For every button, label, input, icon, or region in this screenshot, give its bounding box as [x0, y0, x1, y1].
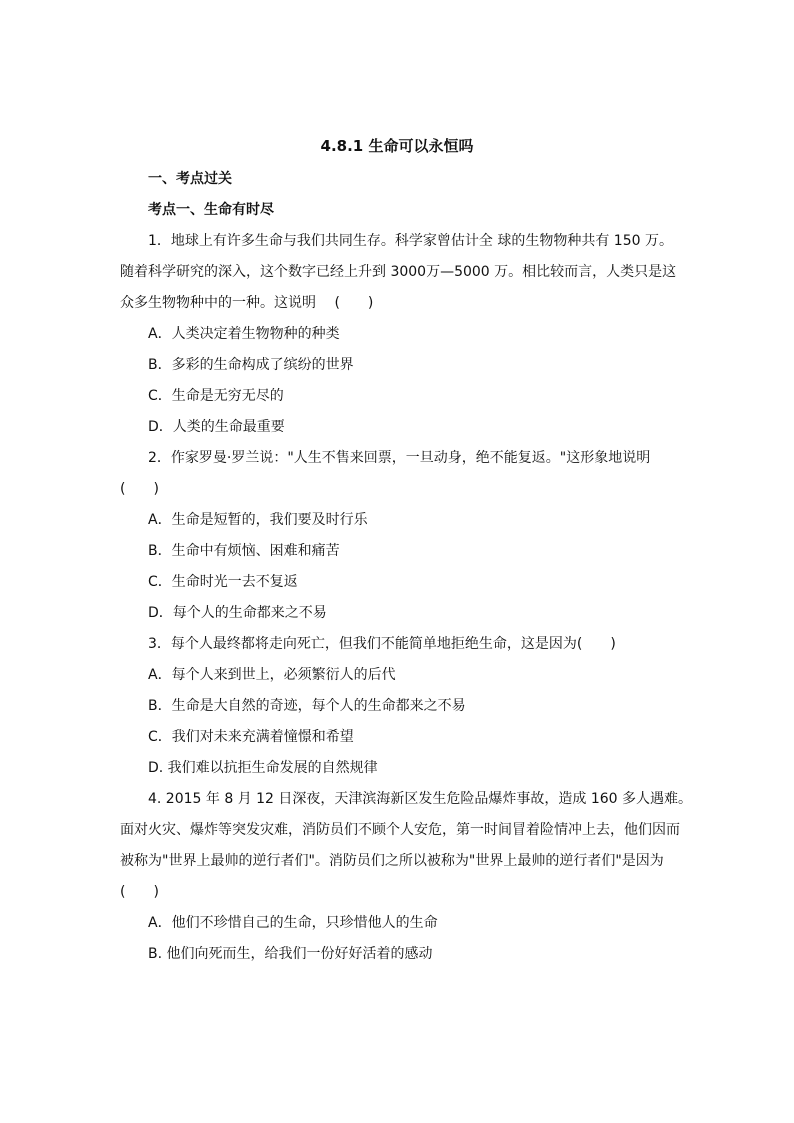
- question-3-option-d: D. 我们难以抗拒生命发展的自然规律: [148, 760, 378, 776]
- question-4-stem-line-3: 被称为"世界上最帅的逆行者们"。消防员们之所以被称为"世界上最帅的逆行者们"是因为: [120, 853, 664, 869]
- question-4-stem-line-2: 面对火灾、爆炸等突发灾难，消防员们不顾个人安危，第一时间冒着险情冲上去，他们因而: [120, 822, 680, 838]
- document-body: [120, 164, 693, 970]
- question-4-stem-line-1: 4. 2015 年 8 月 12 日深夜，天津滨海新区发生危险品爆炸事故，造成 160 多人遇难。: [148, 791, 693, 807]
- question-4-stem-line-4: ( ): [120, 884, 159, 900]
- question-2-stem-line-1: 2．作家罗曼·罗兰说："人生不售来回票，一旦动身，绝不能复返。"这形象地说明: [148, 450, 651, 466]
- question-2-stem-line-2: ( ): [120, 481, 159, 497]
- subsection-heading: 考点一、生命有时尽: [148, 202, 274, 218]
- question-1-option-b: B．多彩的生命构成了缤纷的世界: [148, 357, 354, 373]
- question-3-option-c: C．我们对未来充满着憧憬和希望: [148, 729, 354, 745]
- question-1-option-d: D．人类的生命最重要: [148, 419, 285, 435]
- question-2-option-b: B．生命中有烦恼、困难和痛苦: [148, 543, 340, 559]
- question-1-option-a: A．人类决定着生物物种的种类: [148, 326, 340, 342]
- question-1-stem-line-2: 随着科学研究的深入，这个数字已经上升到 3000万—5000 万。相比较而言，人类只是这: [120, 264, 677, 280]
- question-4-option-a: A．他们不珍惜自己的生命，只珍惜他人的生命: [148, 915, 438, 931]
- question-3-option-a: A．每个人来到世上，必须繁衍人的后代: [148, 667, 396, 683]
- question-1-stem-line-3: 众多生物物种中的一种。这说明 ( ): [120, 295, 374, 311]
- section-heading: 一、考点过关: [148, 171, 232, 187]
- question-2-option-a: A．生命是短暂的，我们要及时行乐: [148, 512, 368, 528]
- question-1-option-c: C．生命是无穷无尽的: [148, 388, 284, 404]
- question-2-option-c: C．生命时光一去不复返: [148, 574, 298, 590]
- question-2-option-d: D．每个人的生命都来之不易: [148, 605, 327, 621]
- question-3-stem-line-1: 3．每个人最终都将走向死亡，但我们不能简单地拒绝生命，这是因为( ): [148, 636, 616, 652]
- question-1-stem-line-1: 1．地球上有许多生命与我们共同生存。科学家曾估计全 球的生物物种共有 150 万。: [148, 233, 673, 249]
- question-4-option-b: B. 他们向死而生，给我们一份好好活着的感动: [148, 946, 433, 962]
- page-title: 4.8.1 生命可以永恒吗: [320, 137, 474, 155]
- question-3-option-b: B．生命是大自然的奇迹，每个人的生命都来之不易: [148, 698, 466, 714]
